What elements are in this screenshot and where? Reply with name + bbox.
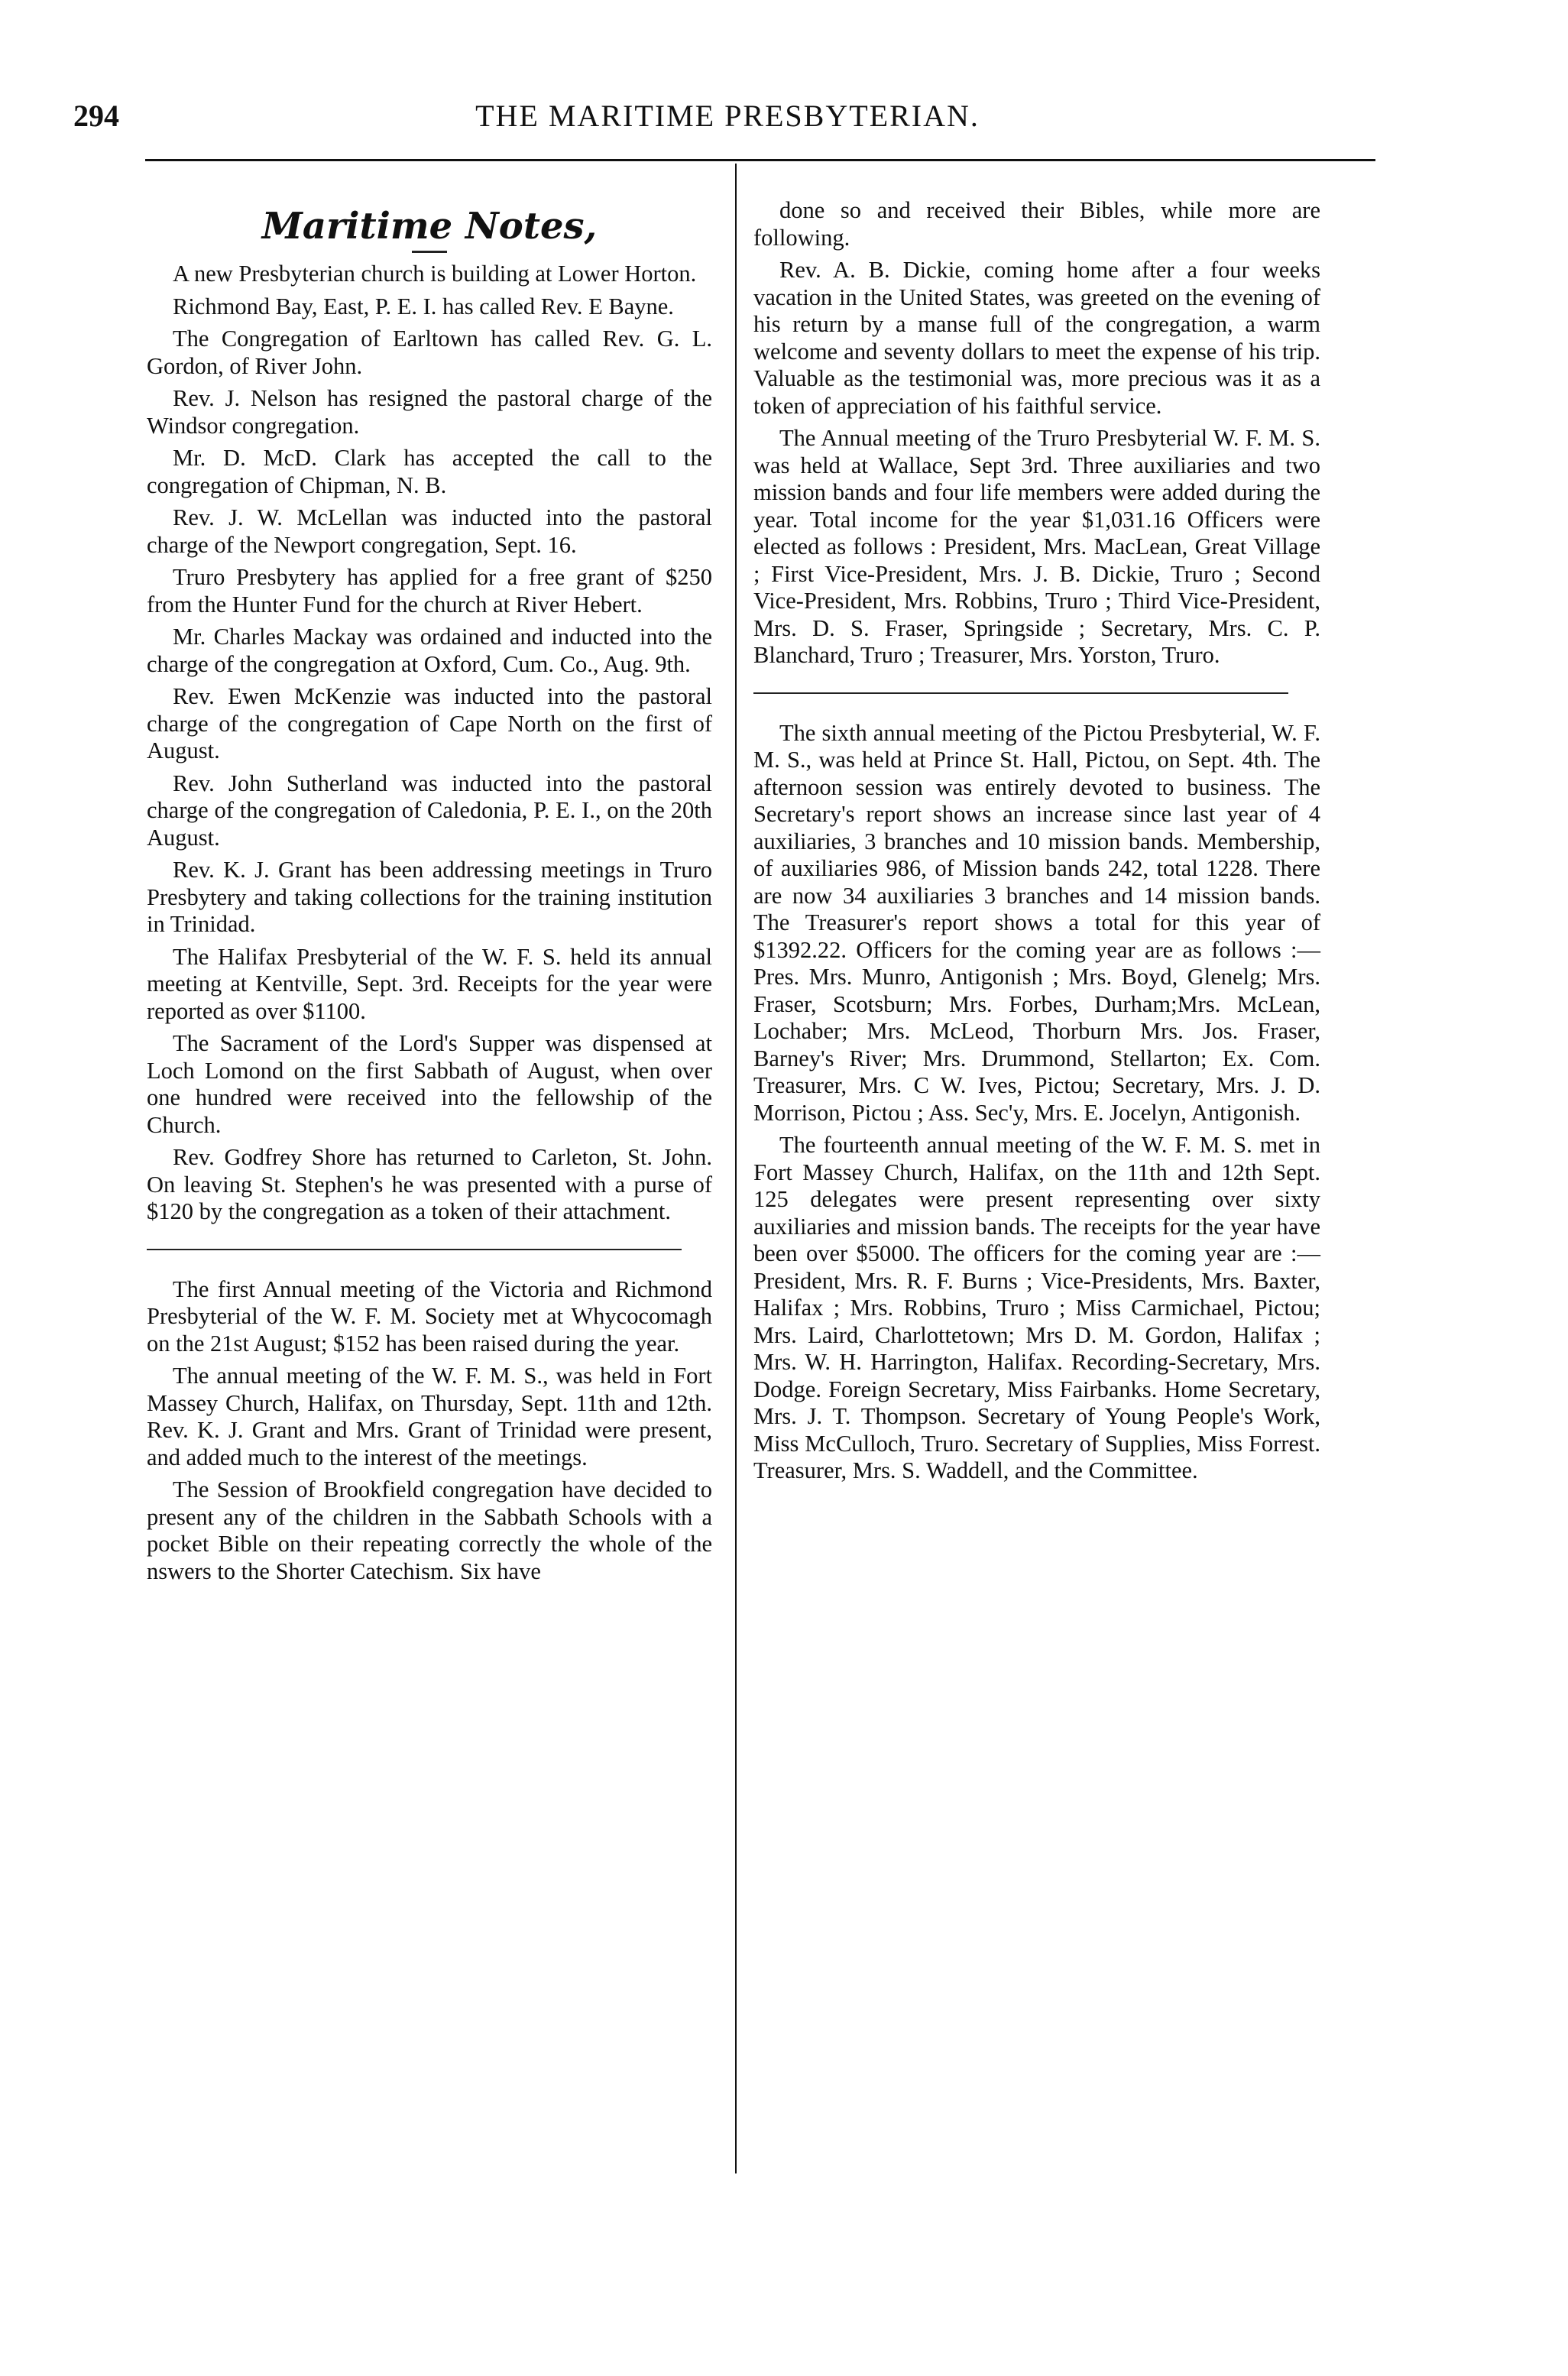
note-paragraph: The Halifax Presbyterial of the W. F. S. held its annual meeting at Kentville, Sept. 3rd. Receipts for the year were reported as over $1100. [147,943,712,1024]
page-header [73,98,1382,144]
page-number: 294 [73,99,119,133]
note-paragraph: Truro Presbytery has applied for a free grant of $250 from the Hunter Fund for the church at River Hebert. [147,564,712,618]
note-paragraph: Rev. Ewen McKenzie was inducted into the pastoral charge of the congregation of Cape North on the first of August. [147,683,712,763]
note-paragraph: Rev. John Sutherland was inducted into the pastoral charge of the congregation of Caledonia, P. E. I., on the 20th August. [147,770,712,851]
note-paragraph: The annual meeting of the W. F. M. S., was held in Fort Massey Church, Halifax, on Thursday, Sept. 11th and 12th. Rev. K. J. Grant and Mrs. Grant of Trinidad were present, and added much to the interest of the meetings. [147,1363,712,1470]
note-paragraph: Richmond Bay, East, P. E. I. has called Rev. E Bayne. [173,293,674,319]
header-rule [145,159,1375,161]
item-separator [753,692,1288,694]
note-paragraph: Rev. J. Nelson has resigned the pastoral charge of the Windsor congregation. [147,385,712,439]
note-paragraph: Rev. Godfrey Shore has returned to Carleton, St. John. On leaving St. Stephen's he was presented with a purse of $120 by the congregation as a token of their attachment. [147,1144,712,1224]
note-paragraph: The sixth annual meeting of the Pictou Presbyterial, W. F. M. S., was held at Prince St. Hall, Pictou, on Sept. 4th. The afternoon session was entirely devoted to business. The Secretary's report shows an increase since last year of 4 auxiliaries, 3 branches and 10 mission bands. Membership, of auxiliaries 986, of Mission bands 242, total 1228. There are now 34 auxiliaries 3 branches and 14 mission bands. The Treasurer's report shows a total for this year of $1392.22. Officers for the coming year are as follows :—Pres. Mrs. Munro, Antigonish ; Mrs. Boyd, Glenelg; Mrs. Fraser, Scotsburn; Mrs. Forbes, Durham;Mrs. McLean, Lochaber; Mrs. McLeod, Thorburn Mrs. Jos. Fraser, Barney's River; Mrs. Drummond, Stellarton; Ex. Com. Treasurer, Mrs. C W. Ives, Pictou; Secretary, Mrs. J. D. Morrison, Pictou ; Ass. Sec'y, Mrs. E. Jocelyn, Antigonish. [753,719,1320,1126]
note-paragraph: Rev. J. W. McLellan was inducted into the pastoral charge of the Newport congregation, Sept. 16. [147,504,712,558]
running-title: THE MARITIME PRESBYTERIAN. [475,99,980,133]
item-separator [147,1249,682,1250]
note-paragraph: Mr. Charles Mackay was ordained and inducted into the charge of the congregation at Oxford, Cum. Co., Aug. 9th. [147,624,712,677]
note-paragraph: The Annual meeting of the Truro Presbyterial W. F. M. S. was held at Wallace, Sept 3rd. Three auxiliaries and two mission bands and four life members were added during the year. Total income for the year $1,031.16 Officers were elected as follows : President, Mrs. MacLean, Great Village ; First Vice-President, Mrs. J. B. Dickie, Truro ; Second Vice-President, Mrs. Robbins, Truro ; Third Vice-President, Mrs. D. S. Fraser, Springside ; Secretary, Mrs. C. P. Blanchard, Truro ; Treasurer, Mrs. Yorston, Truro. [753,425,1320,668]
section-heading: Maritime Notes, [261,205,598,248]
note-paragraph: The Sacrament of the Lord's Supper was dispensed at Loch Lomond on the first Sabbath of August, when over one hundred were received into the fellowship of the Church. [147,1030,712,1138]
note-paragraph: Rev. K. J. Grant has been addressing meetings in Truro Presbytery and taking collections for the training institution in Trinidad. [147,857,712,937]
left-column [147,191,712,1590]
heading-dash [412,251,447,253]
note-paragraph: done so and received their Bibles, while more are following. [753,197,1320,251]
note-paragraph: The first Annual meeting of the Victoria and Richmond Presbyterial of the W. F. M. Society met at Whycocomagh on the 21st August; $152 has been raised during the year. [147,1276,712,1357]
note-paragraph: The fourteenth annual meeting of the W. F. M. S. met in Fort Massey Church, Halifax, on the 11th and 12th Sept. 125 delegates were present representing over sixty auxiliaries and mission bands. The receipts for the year have been over $5000. The officers for the coming year are :—President, Mrs. R. F. Burns ; Vice-Presidents, Mrs. Baxter, Halifax ; Mrs. Robbins, Truro ; Miss Carmichael, Pictou; Mrs. Laird, Charlottetown; Mrs D. M. Gordon, Halifax ; Mrs. W. H. Harrington, Halifax. Recording-Secretary, Mrs. Dodge. Foreign Secretary, Miss Fairbanks. Home Secretary, Mrs. J. T. Thompson. Secretary of Young People's Work, Miss McCulloch, Truro. Secretary of Supplies, Miss Forrest. Treasurer, Mrs. S. Waddell, and the Committee. [753,1132,1320,1483]
note-paragraph: Rev. A. B. Dickie, coming home after a four weeks vacation in the United States, was greeted on the evening of his return by a manse full of the congregation, a warm welcome and seventy dollars to meet the expense of his trip. Valuable as the testimonial was, more precious was it as a token of appreciation of his faithful service. [753,257,1320,419]
column-divider [735,164,737,2173]
right-column [753,197,1320,1490]
note-paragraph: Mr. D. McD. Clark has accepted the call to the congregation of Chipman, N. B. [147,445,712,498]
note-paragraph: A new Presbyterian church is building at Lower Horton. [173,261,697,287]
note-paragraph: The Congregation of Earltown has called Rev. G. L. Gordon, of River John. [147,326,712,379]
note-paragraph: The Session of Brookfield congregation have decided to present any of the children in the Sabbath Schools with a pocket Bible on their repeating correctly the whole of the nswers to the Shorter Catechism. Six have [147,1476,712,1584]
